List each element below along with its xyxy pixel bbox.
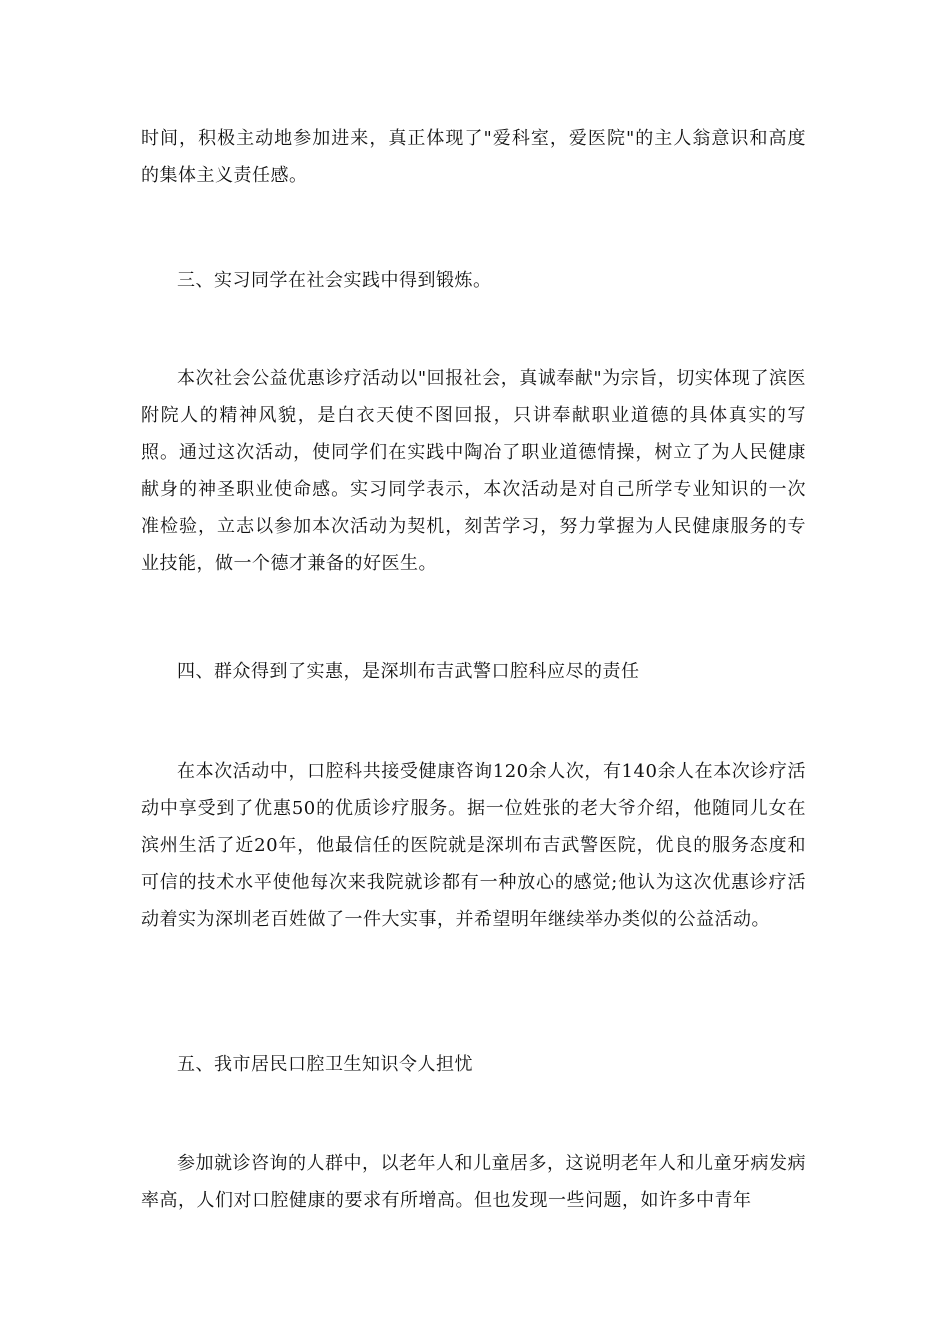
paragraph-hygiene: 参加就诊咨询的人群中，以老年人和儿童居多，这说明老年人和儿童牙病发病率高，人们对口腔健康的要求有所增高。但也发现一些问题，如许多中青年 [141,1153,806,1211]
section-heading-5: 五、我市居民口腔卫生知识令人担忧 [177,1054,473,1075]
paragraph-benefits: 在本次活动中，口腔科共接受健康咨询120余人次，有140余人在本次诊疗活动中享受到了优惠50的优质诊疗服务。据一位姓张的老大爷介绍，他随同儿女在滨州生活了近20年，他最信任的医院就是深圳布吉武警医院，优良的服务态度和可信的技术水平使他每次来我院就诊都有一种放心的感觉;他认为这次优惠诊疗活动着实为深圳老百姓做了一件大实事，并希望明年继续举办类似的公益活动。 [141,761,806,930]
paragraph-continuation: 时间，积极主动地参加进来，真正体现了"爱科室，爱医院"的主人翁意识和高度的集体主义责任感。 [141,128,806,186]
paragraph-practice: 本次社会公益优惠诊疗活动以"回报社会，真诚奉献"为宗旨，切实体现了滨医附院人的精神风貌，是白衣天使不图回报，只讲奉献职业道德的具体真实的写照。通过这次活动，使同学们在实践中陶冶了职业道德情操，树立了为人民健康献身的神圣职业使命感。实习同学表示，本次活动是对自己所学专业知识的一次准检验，立志以参加本次活动为契机，刻苦学习，努力掌握为人民健康服务的专业技能，做一个德才兼备的好医生。 [141,368,806,574]
section-heading-3: 三、实习同学在社会实践中得到锻炼。 [177,270,492,291]
section-heading-4: 四、群众得到了实惠，是深圳布吉武警口腔科应尽的责任 [177,661,640,682]
